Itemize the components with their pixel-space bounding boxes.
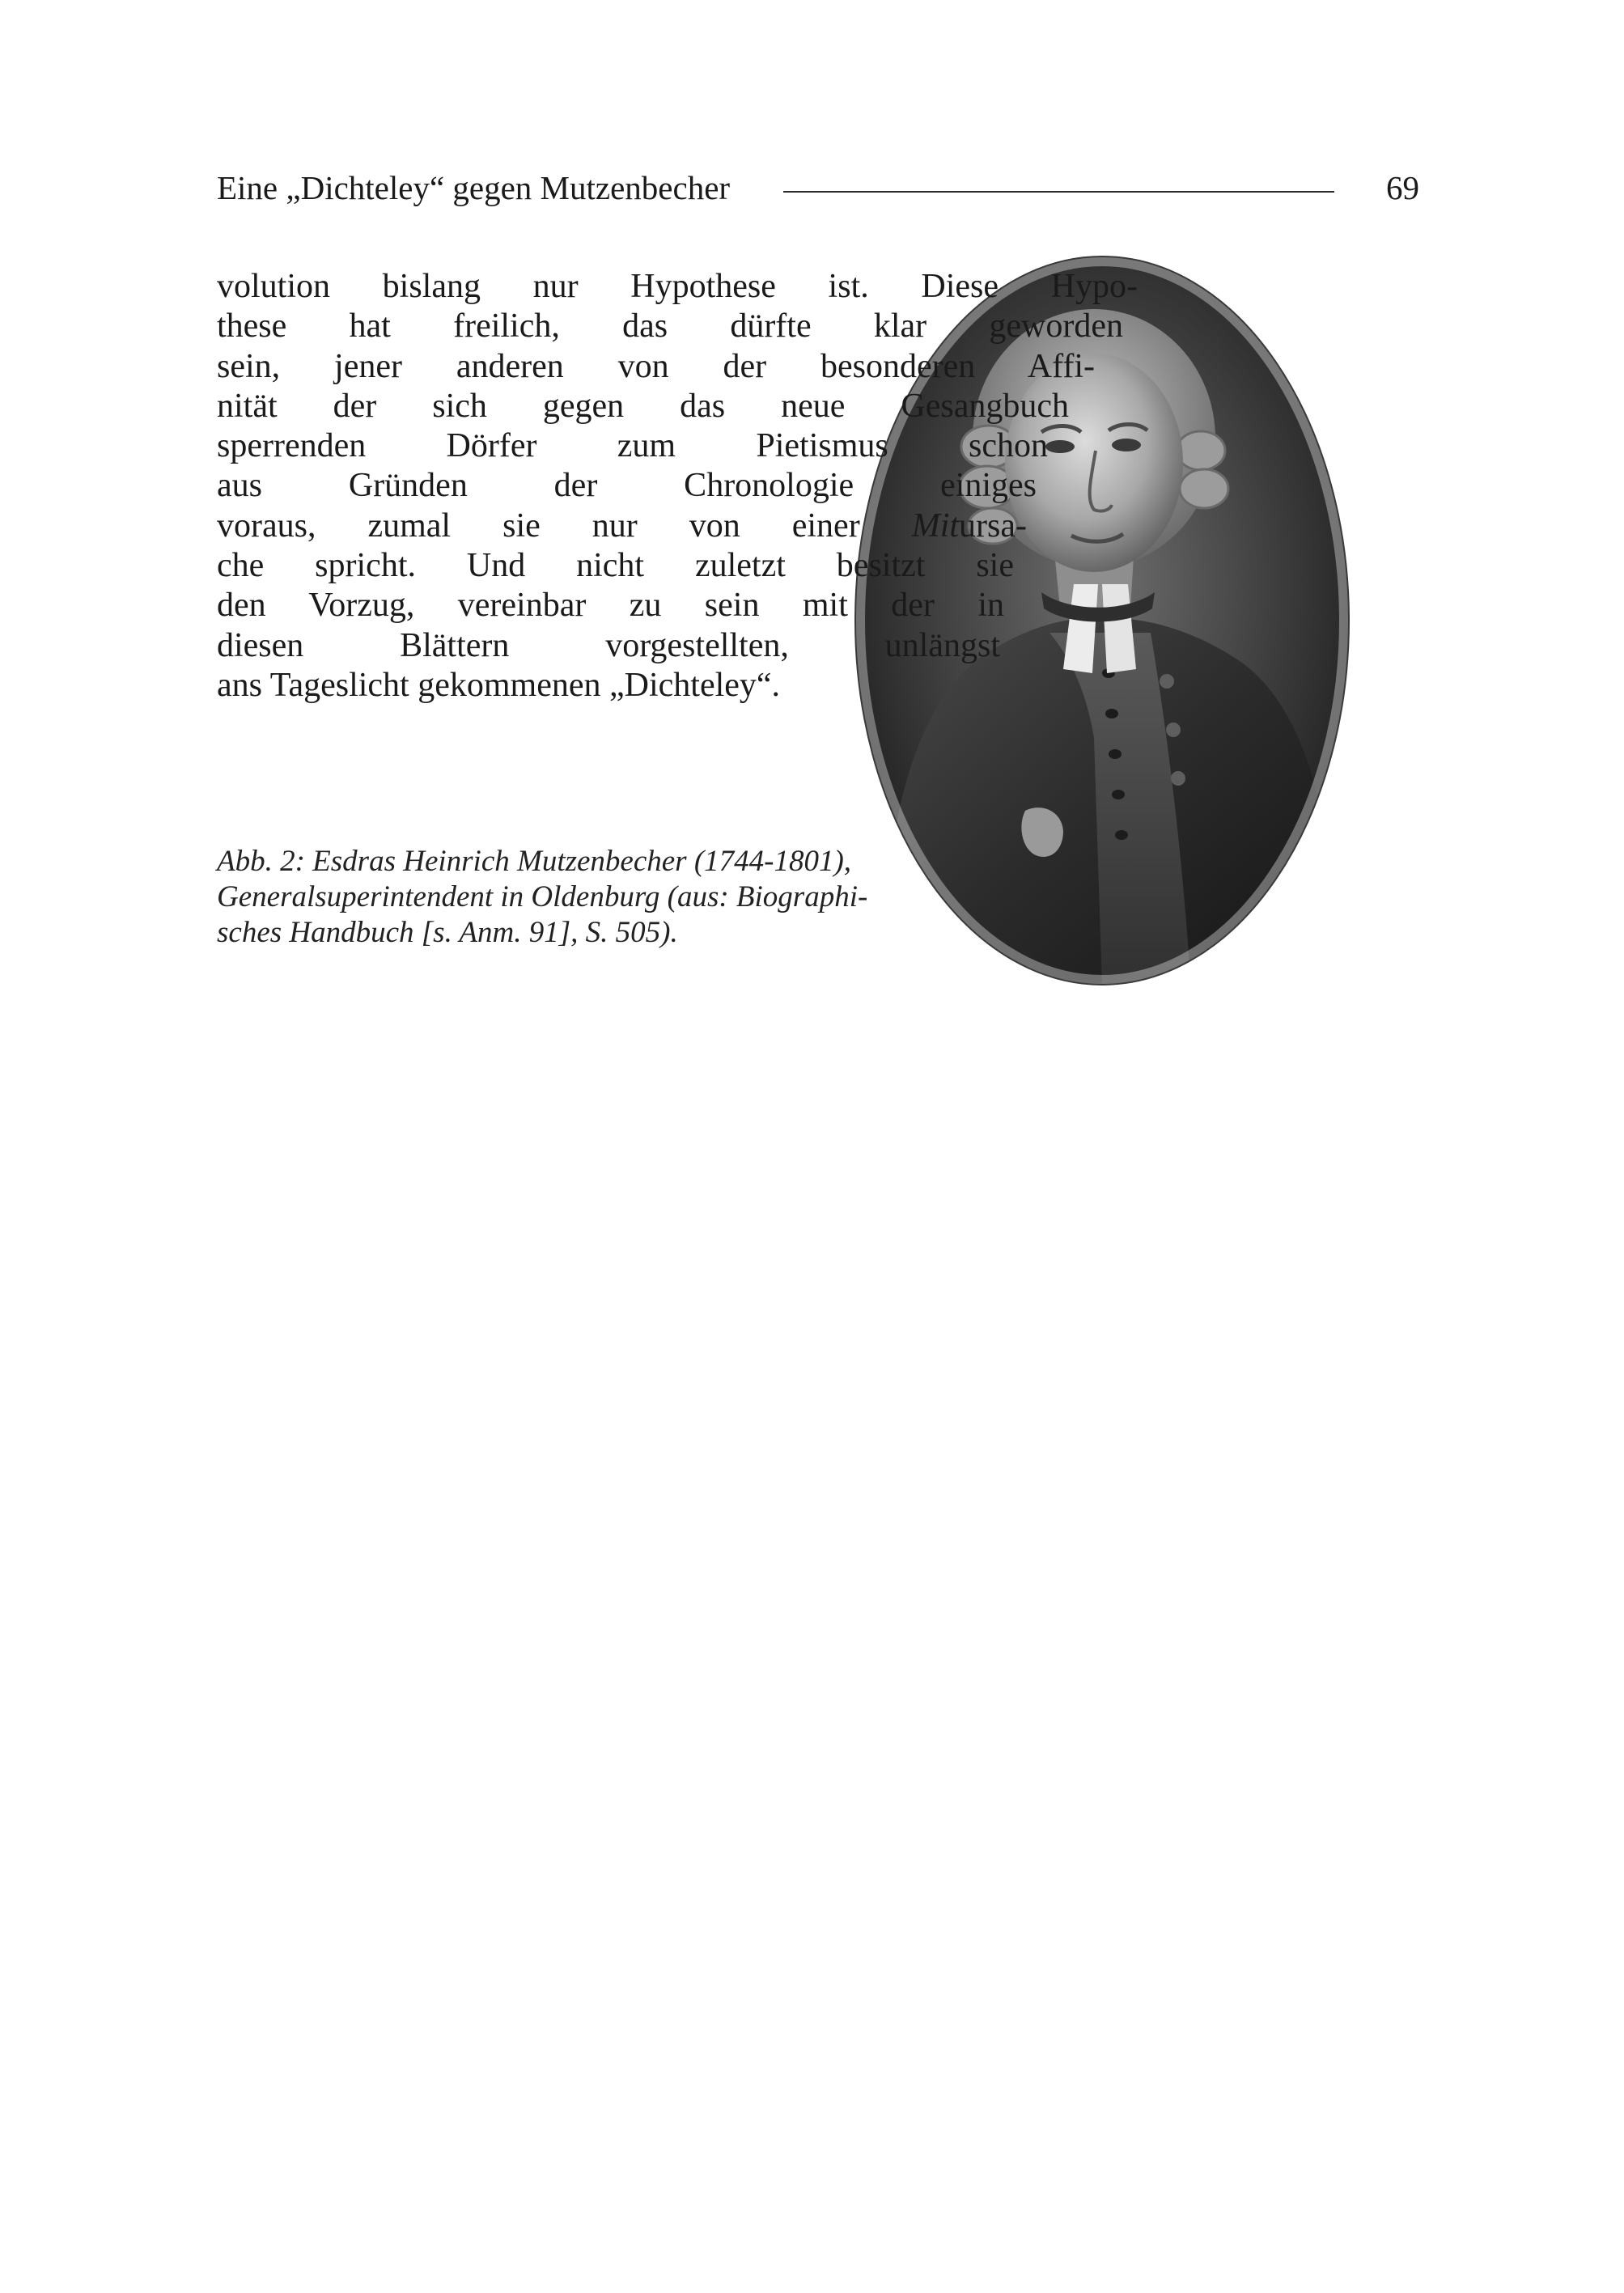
running-title: Eine „Dichteley“ gegen Mutzenbecher <box>217 169 731 206</box>
figure-caption <box>217 844 905 951</box>
header-rule <box>783 191 1334 193</box>
page-number: 69 <box>1386 169 1419 206</box>
caption-line: Generalsuperintendent in Oldenburg (aus: Biographi- <box>217 880 868 913</box>
body-text <box>217 267 1350 706</box>
text-line: che spricht. Und nicht zuletzt besitzt sie <box>217 547 1014 585</box>
text-line: volution bislang nur Hypothese ist. Diese Hypo- <box>217 268 1138 305</box>
text-line <box>217 506 1027 546</box>
emphasis: Mit <box>911 506 960 545</box>
text-line: sperrenden Dörfer zum Pietismus schon <box>217 427 1048 465</box>
text-line: sein, jener anderen von der besonderen Affi- <box>217 347 1095 385</box>
text-segment: voraus, zumal sie nur von einer <box>217 506 912 545</box>
text-line: nität der sich gegen das neue Gesangbuch <box>217 387 1069 425</box>
text-line: ans Tageslicht gekommenen „Dichteley“. <box>217 666 781 704</box>
caption-line: Abb. 2: Esdras Heinrich Mutzenbecher (1744-1801), <box>217 845 852 878</box>
text-line: den Vorzug, vereinbar zu sein mit der in <box>217 587 1004 625</box>
text-line: these hat freilich, das dürfte klar geworden <box>217 307 1123 345</box>
caption-line: sches Handbuch [s. Anm. 91], S. 505). <box>217 916 678 949</box>
running-head <box>217 167 1419 215</box>
text-line: aus Gründen der Chronologie einiges <box>217 467 1037 505</box>
text-segment: ursa- <box>959 506 1027 545</box>
text-line: diesen Blättern vorgestellten, unlängst <box>217 626 1000 664</box>
